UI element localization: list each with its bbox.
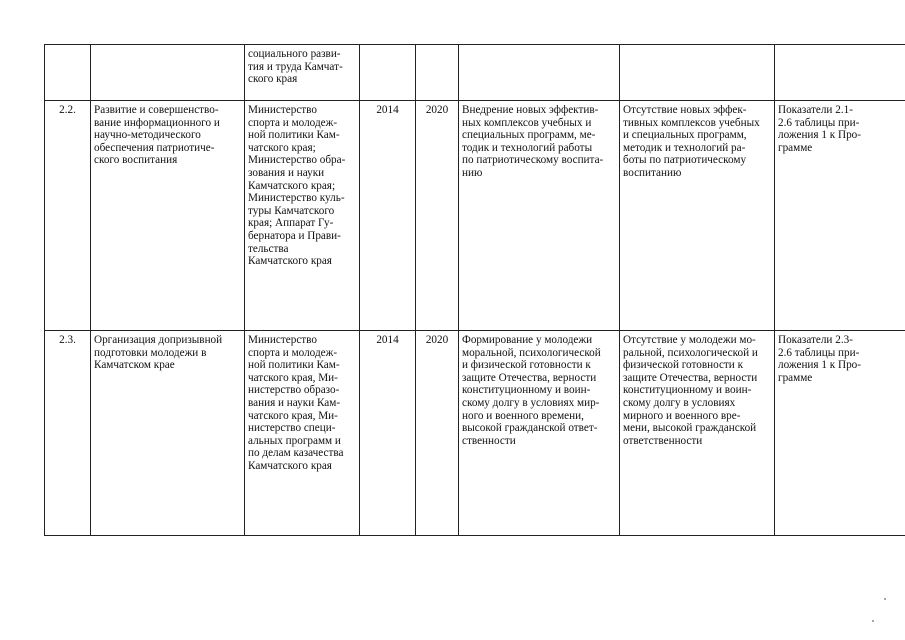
- consequences-cell: Отсутствие у молодежи мо- ральной, психологической и физической готовности к защите Отечества, верности конституционному и воин- скому долгу в условиях мирного и военного вре- мени, высокой гражданской ответственности: [620, 331, 775, 536]
- row-number-cell: [45, 45, 91, 101]
- end-year-cell: 2020: [416, 101, 459, 331]
- table-row: [45, 331, 905, 536]
- consequences-cell: [620, 45, 775, 101]
- row-number-cell: 2.3.: [45, 331, 91, 536]
- row-number-cell: 2.2.: [45, 101, 91, 331]
- start-year-cell: [360, 45, 416, 101]
- event-cell: Организация допризывной подготовки молодежи в Камчатском крае: [91, 331, 245, 536]
- event-cell: Развитие и совершенство- вание информационного и научно-методического обеспечения патриотиче- ского воспитания: [91, 101, 245, 331]
- expected-result-cell: Внедрение новых эффектив- ных комплексов учебных и специальных программ, ме- тодик и технологий работы по патриотическому воспита- нию: [459, 101, 620, 331]
- expected-result-cell: Формирование у молодежи моральной, психологической и физической готовности к защите Отечества, верности конституционному и воин- скому долгу в условиях мир- ного и военного времени, высокой гражданской ответ- ственности: [459, 331, 620, 536]
- executor-cell: Министерство спорта и молодеж- ной политики Кам- чатского края; Министерство обра- зования и науки Камчатского края; Министерство куль- туры Камчатского края; Аппарат Гу- бернатора и Прави- тельства Камчатского края: [245, 101, 360, 331]
- scan-speck: [872, 620, 874, 622]
- table-row: [45, 45, 905, 101]
- indicators-cell: Показатели 2.3- 2.6 таблицы при- ложения 1 к Про- грамме: [775, 331, 905, 536]
- indicators-cell: [775, 45, 905, 101]
- expected-result-cell: [459, 45, 620, 101]
- end-year-cell: 2020: [416, 331, 459, 536]
- executor-cell: социального разви- тия и труда Камчат- ского края: [245, 45, 360, 101]
- indicators-cell: Показатели 2.1- 2.6 таблицы при- ложения 1 к Про- грамме: [775, 101, 905, 331]
- start-year-cell: 2014: [360, 101, 416, 331]
- end-year-cell: [416, 45, 459, 101]
- program-activities-table: [44, 44, 905, 536]
- table-row: [45, 101, 905, 331]
- executor-cell: Министерство спорта и молодеж- ной политики Кам- чатского края, Ми- нистерство образо- вания и науки Кам- чатского края, Ми- нистерство специ- альных программ и по делам казачества Камчатского края: [245, 331, 360, 536]
- event-cell: [91, 45, 245, 101]
- start-year-cell: 2014: [360, 331, 416, 536]
- consequences-cell: Отсутствие новых эффек- тивных комплексов учебных и специальных программ, методик и технологий ра- боты по патриотическому воспитанию: [620, 101, 775, 331]
- scan-speck: [884, 598, 886, 600]
